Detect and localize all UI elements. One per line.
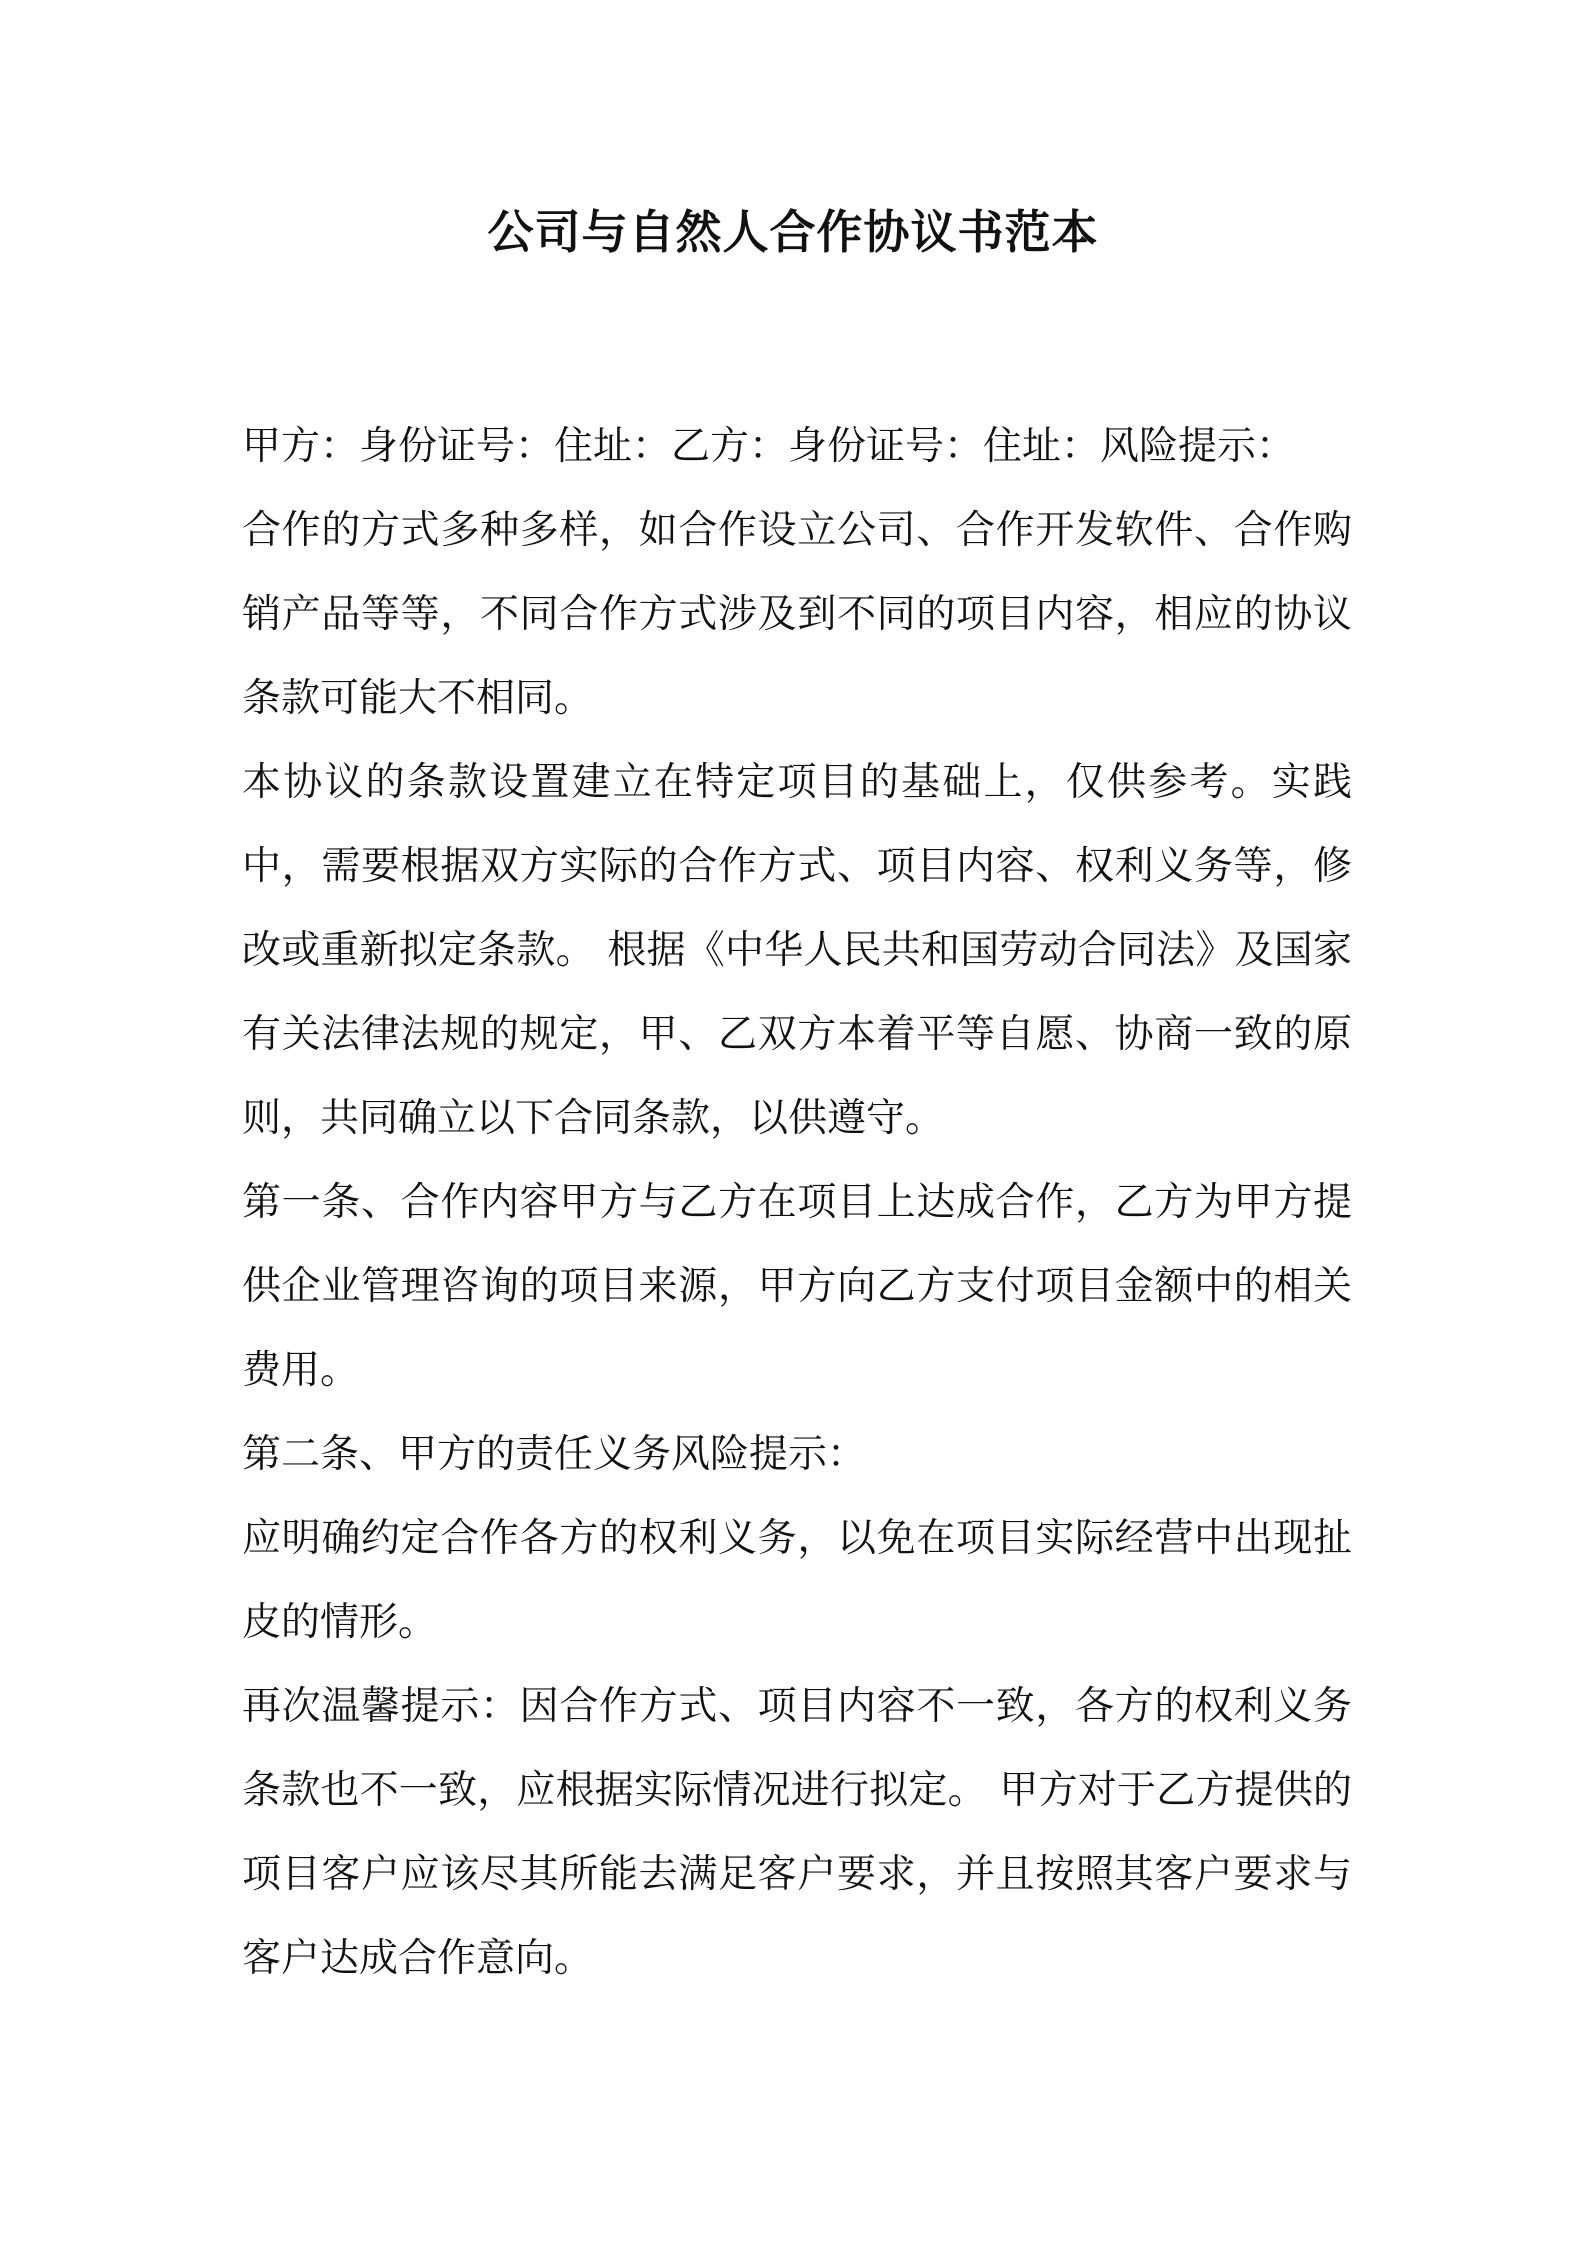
reference-note-paragraph: 本协议的条款设置建立在特定项目的基础上，仅供参考。实践中，需要根据双方实际的合作方式、项目内容、权利义务等，修改或重新拟定条款。 根据《中华人民共和国劳动合同法》及国家有关法律法规的规定，甲、乙双方本着平等自愿、协商一致的原则，共同确立以下合同条款，以供遵守。 bbox=[242, 760, 1352, 1141]
rights-obligations-paragraph: 应明确约定合作各方的权利义务，以免在项目实际经营中出现扯皮的情形。 bbox=[242, 1516, 1352, 1645]
reminder-paragraph: 再次温馨提示：因合作方式、项目内容不一致，各方的权利义务条款也不一致，应根据实际情况进行拟定。 甲方对于乙方提供的项目客户应该尽其所能去满足客户要求，并且按照其客户要求与客户达成合作意向。 bbox=[242, 1684, 1352, 1981]
party-info-paragraph: 甲方：身份证号：住址：乙方：身份证号：住址：风险提示： bbox=[242, 424, 1296, 469]
document-body bbox=[242, 405, 1352, 2001]
article-one-paragraph: 第一条、合作内容甲方与乙方在项目上达成合作，乙方为甲方提供企业管理咨询的项目来源，甲方向乙方支付项目金额中的相关费用。 bbox=[242, 1180, 1352, 1393]
cooperation-methods-paragraph: 合作的方式多种多样，如合作设立公司、合作开发软件、合作购销产品等等，不同合作方式涉及到不同的项目内容，相应的协议条款可能大不相同。 bbox=[242, 508, 1352, 721]
document-title: 公司与自然人合作协议书范本 bbox=[487, 205, 1099, 259]
article-two-heading: 第二条、甲方的责任义务风险提示： bbox=[242, 1432, 867, 1477]
